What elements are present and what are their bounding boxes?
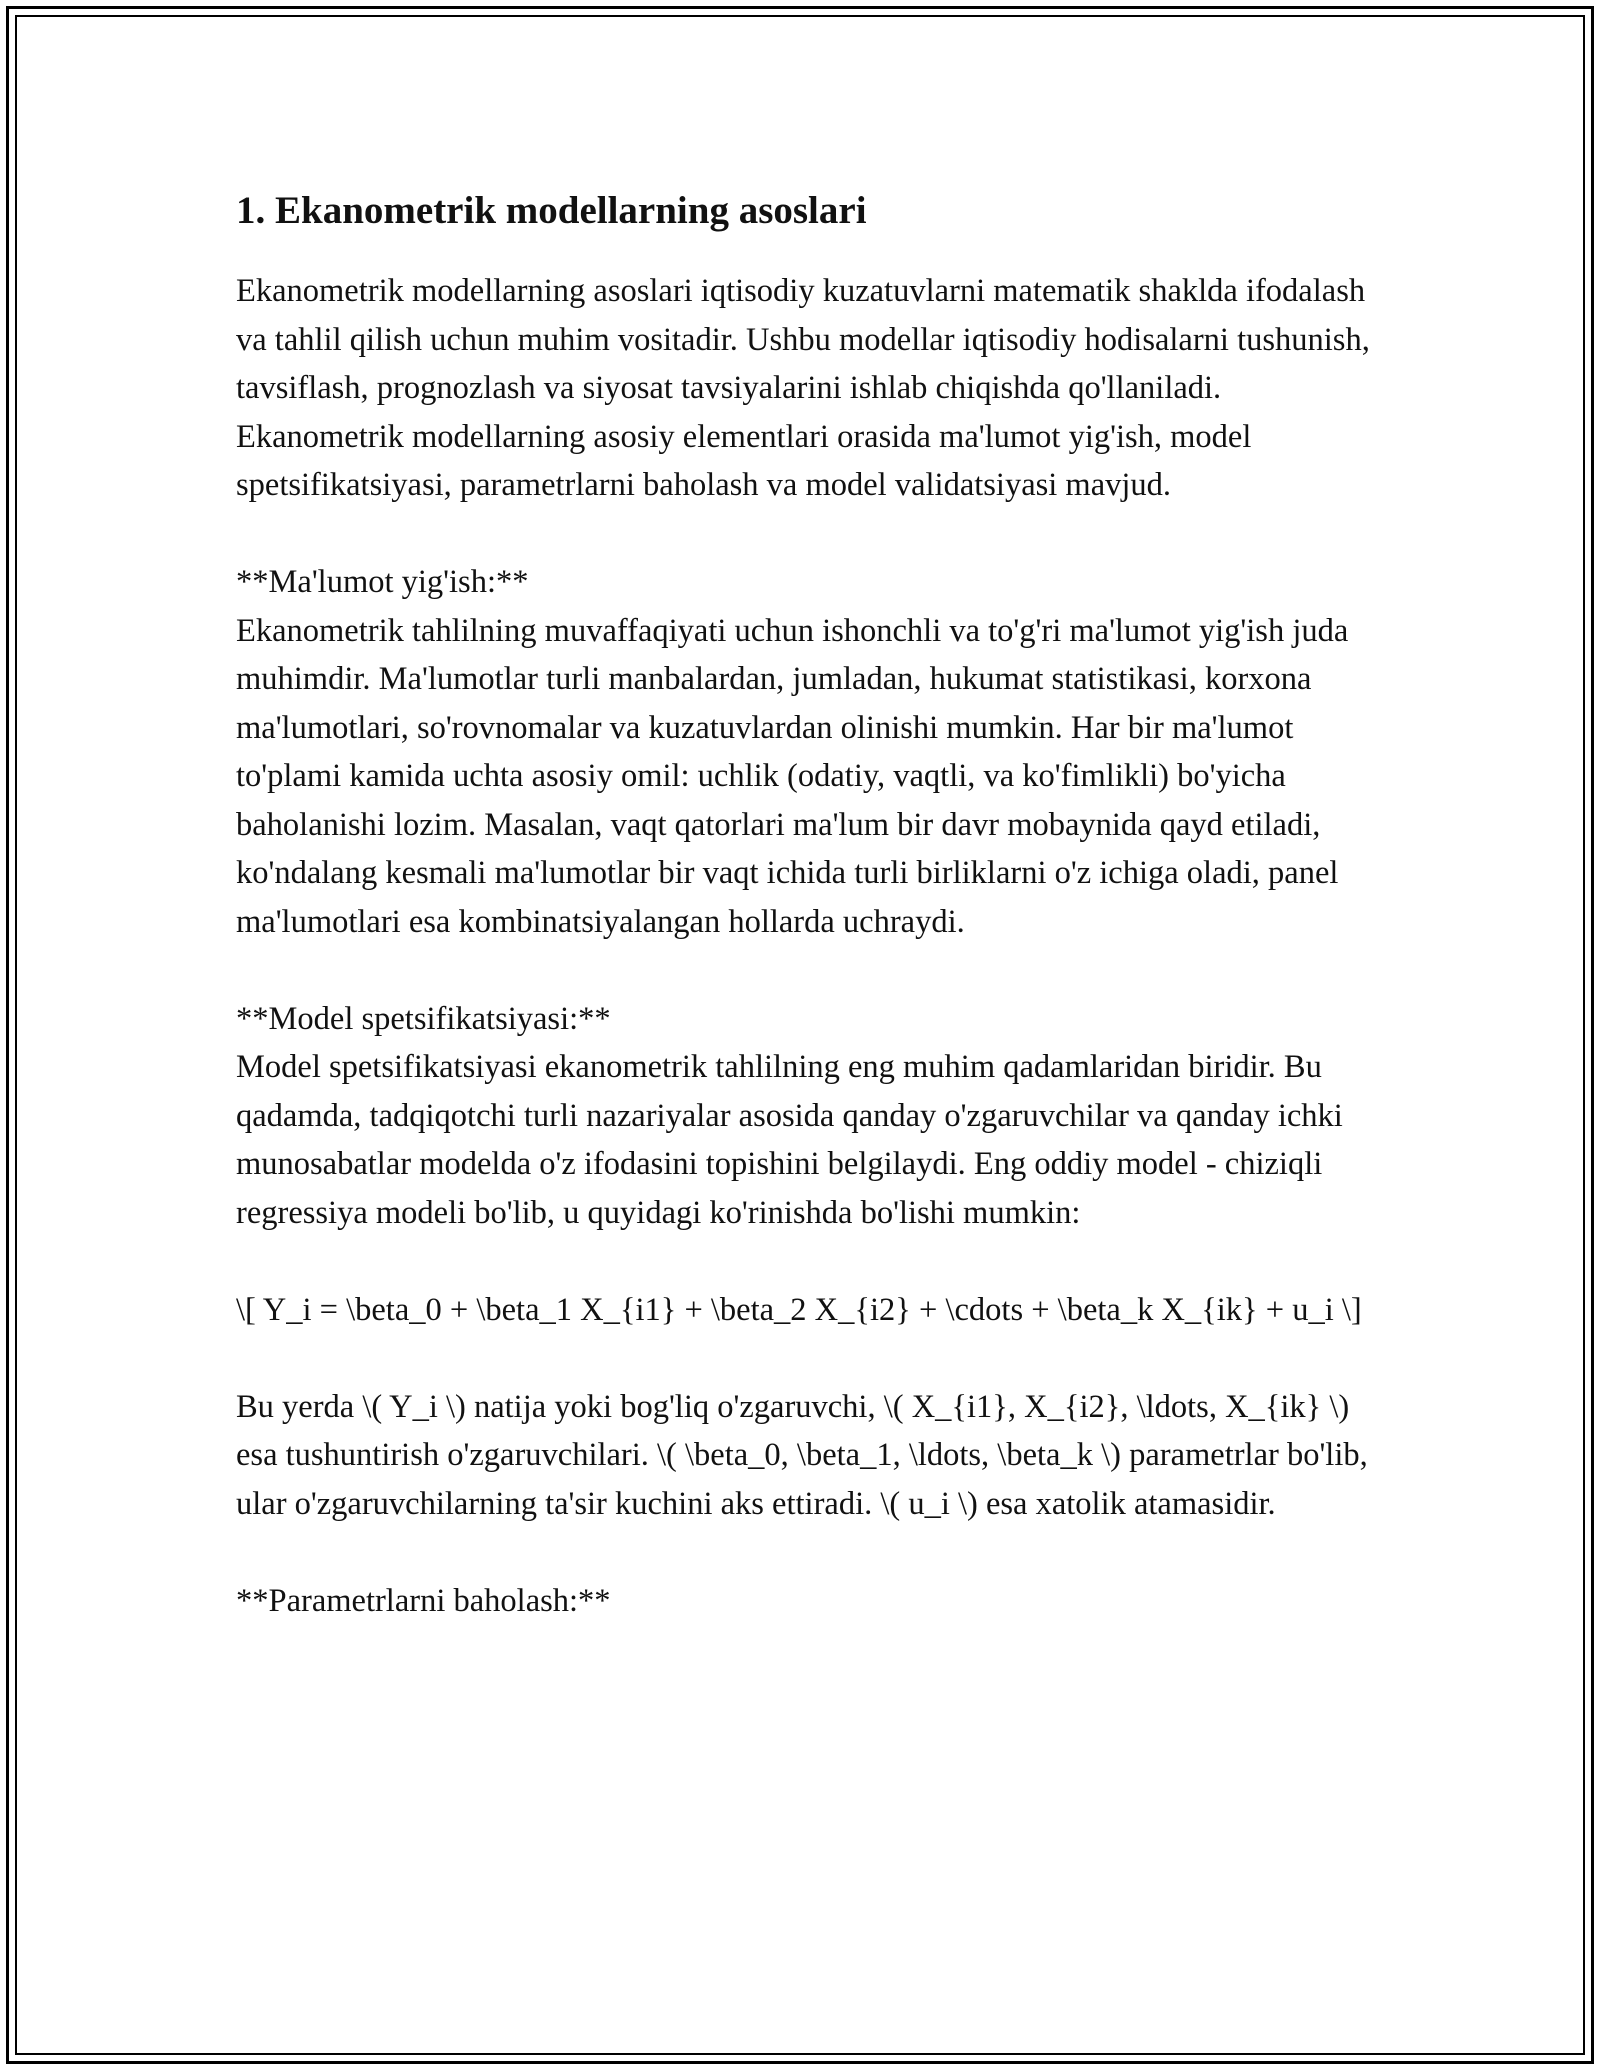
section-parameter-estimation [236, 1577, 1376, 1626]
formula-text: \[ Y_i = \beta_0 + \beta_1 X_{i1} + \beta_2 X_{i2} + \cdots + \beta_k X_{ik} + u_i \] [236, 1291, 1362, 1328]
intro-paragraph [236, 267, 1376, 510]
section-text: Ekanometrik tahlilning muvaffaqiyati uchun ishonchli va to'g'ri ma'lumot yig'ish juda muhimdir. Ma'lumotlar turli manbalardan, jumladan, hukumat statistikasi, korxona ma'lumotlari, so'rovnomalar va kuzatuvlardan olinishi mumkin. Har bir ma'lumot to'plami kamida uchta asosiy omil: uchlik (odatiy, vaqtli, va ko'fimlikli) bo'yicha baholanishi lozim. Masalan, vaqt qatorlari ma'lum bir davr mobaynida qayd etiladi, ko'ndalang kesmali ma'lumotlar bir vaqt ichida turli birliklarni o'z ichiga oladi, panel ma'lumotlari esa kombinatsiyalangan hollarda uchraydi. [236, 612, 1349, 940]
formula-explanation-text: Bu yerda \( Y_i \) natija yoki bog'liq o'zgaruvchi, \( X_{i1}, X_{i2}, \ldots, X_{ik} \) esa tushuntirish o'zgaruvchilari. \( \beta_0, \beta_1, \ldots, \beta_k \) parametrlar bo'lib, ular o'zgaruvchilarning ta'sir kuchini aks ettiradi. \( u_i \) esa xatolik atamasidir. [236, 1388, 1368, 1522]
section-data-collection [236, 558, 1376, 946]
regression-formula [236, 1286, 1376, 1335]
intro-text: Ekanometrik modellarning asoslari iqtisodiy kuzatuvlarni matematik shaklda ifodalash va tahlil qilish uchun muhim vositadir. Ushbu modellar iqtisodiy hodisalarni tushunish, tavsiflash, prognozlash va siyosat tavsiyalarini ishlab chiqishda qo'llaniladi. Ekanometrik modellarning asosiy elementlari orasida ma'lumot yig'ish, model spetsifikatsiyasi, parametrlarni baholash va model validatsiyasi mavjud. [236, 273, 1370, 503]
document-body [236, 185, 1376, 1674]
formula-explanation [236, 1383, 1376, 1529]
section-model-specification [236, 995, 1376, 1238]
section-heading: **Parametrlarni baholash:** [236, 1582, 611, 1619]
section-heading: **Model spetsifikatsiyasi:** [236, 1000, 611, 1037]
document-title: 1. Ekanometrik modellarning asoslari [236, 189, 867, 232]
section-heading: **Ma'lumot yig'ish:** [236, 564, 529, 600]
section-text: Model spetsifikatsiyasi ekanometrik tahlilning eng muhim qadamlaridan biridir. Bu qadamda, tadqiqotchi turli nazariyalar asosida qanday o'zgaruvchilar va qanday ichki munosabatlar modelda o'z ifodasini topishini belgilaydi. Eng oddiy model - chiziqli regressiya modeli bo'lib, u quyidagi ko'rinishda bo'lishi mumkin: [236, 1049, 1343, 1231]
